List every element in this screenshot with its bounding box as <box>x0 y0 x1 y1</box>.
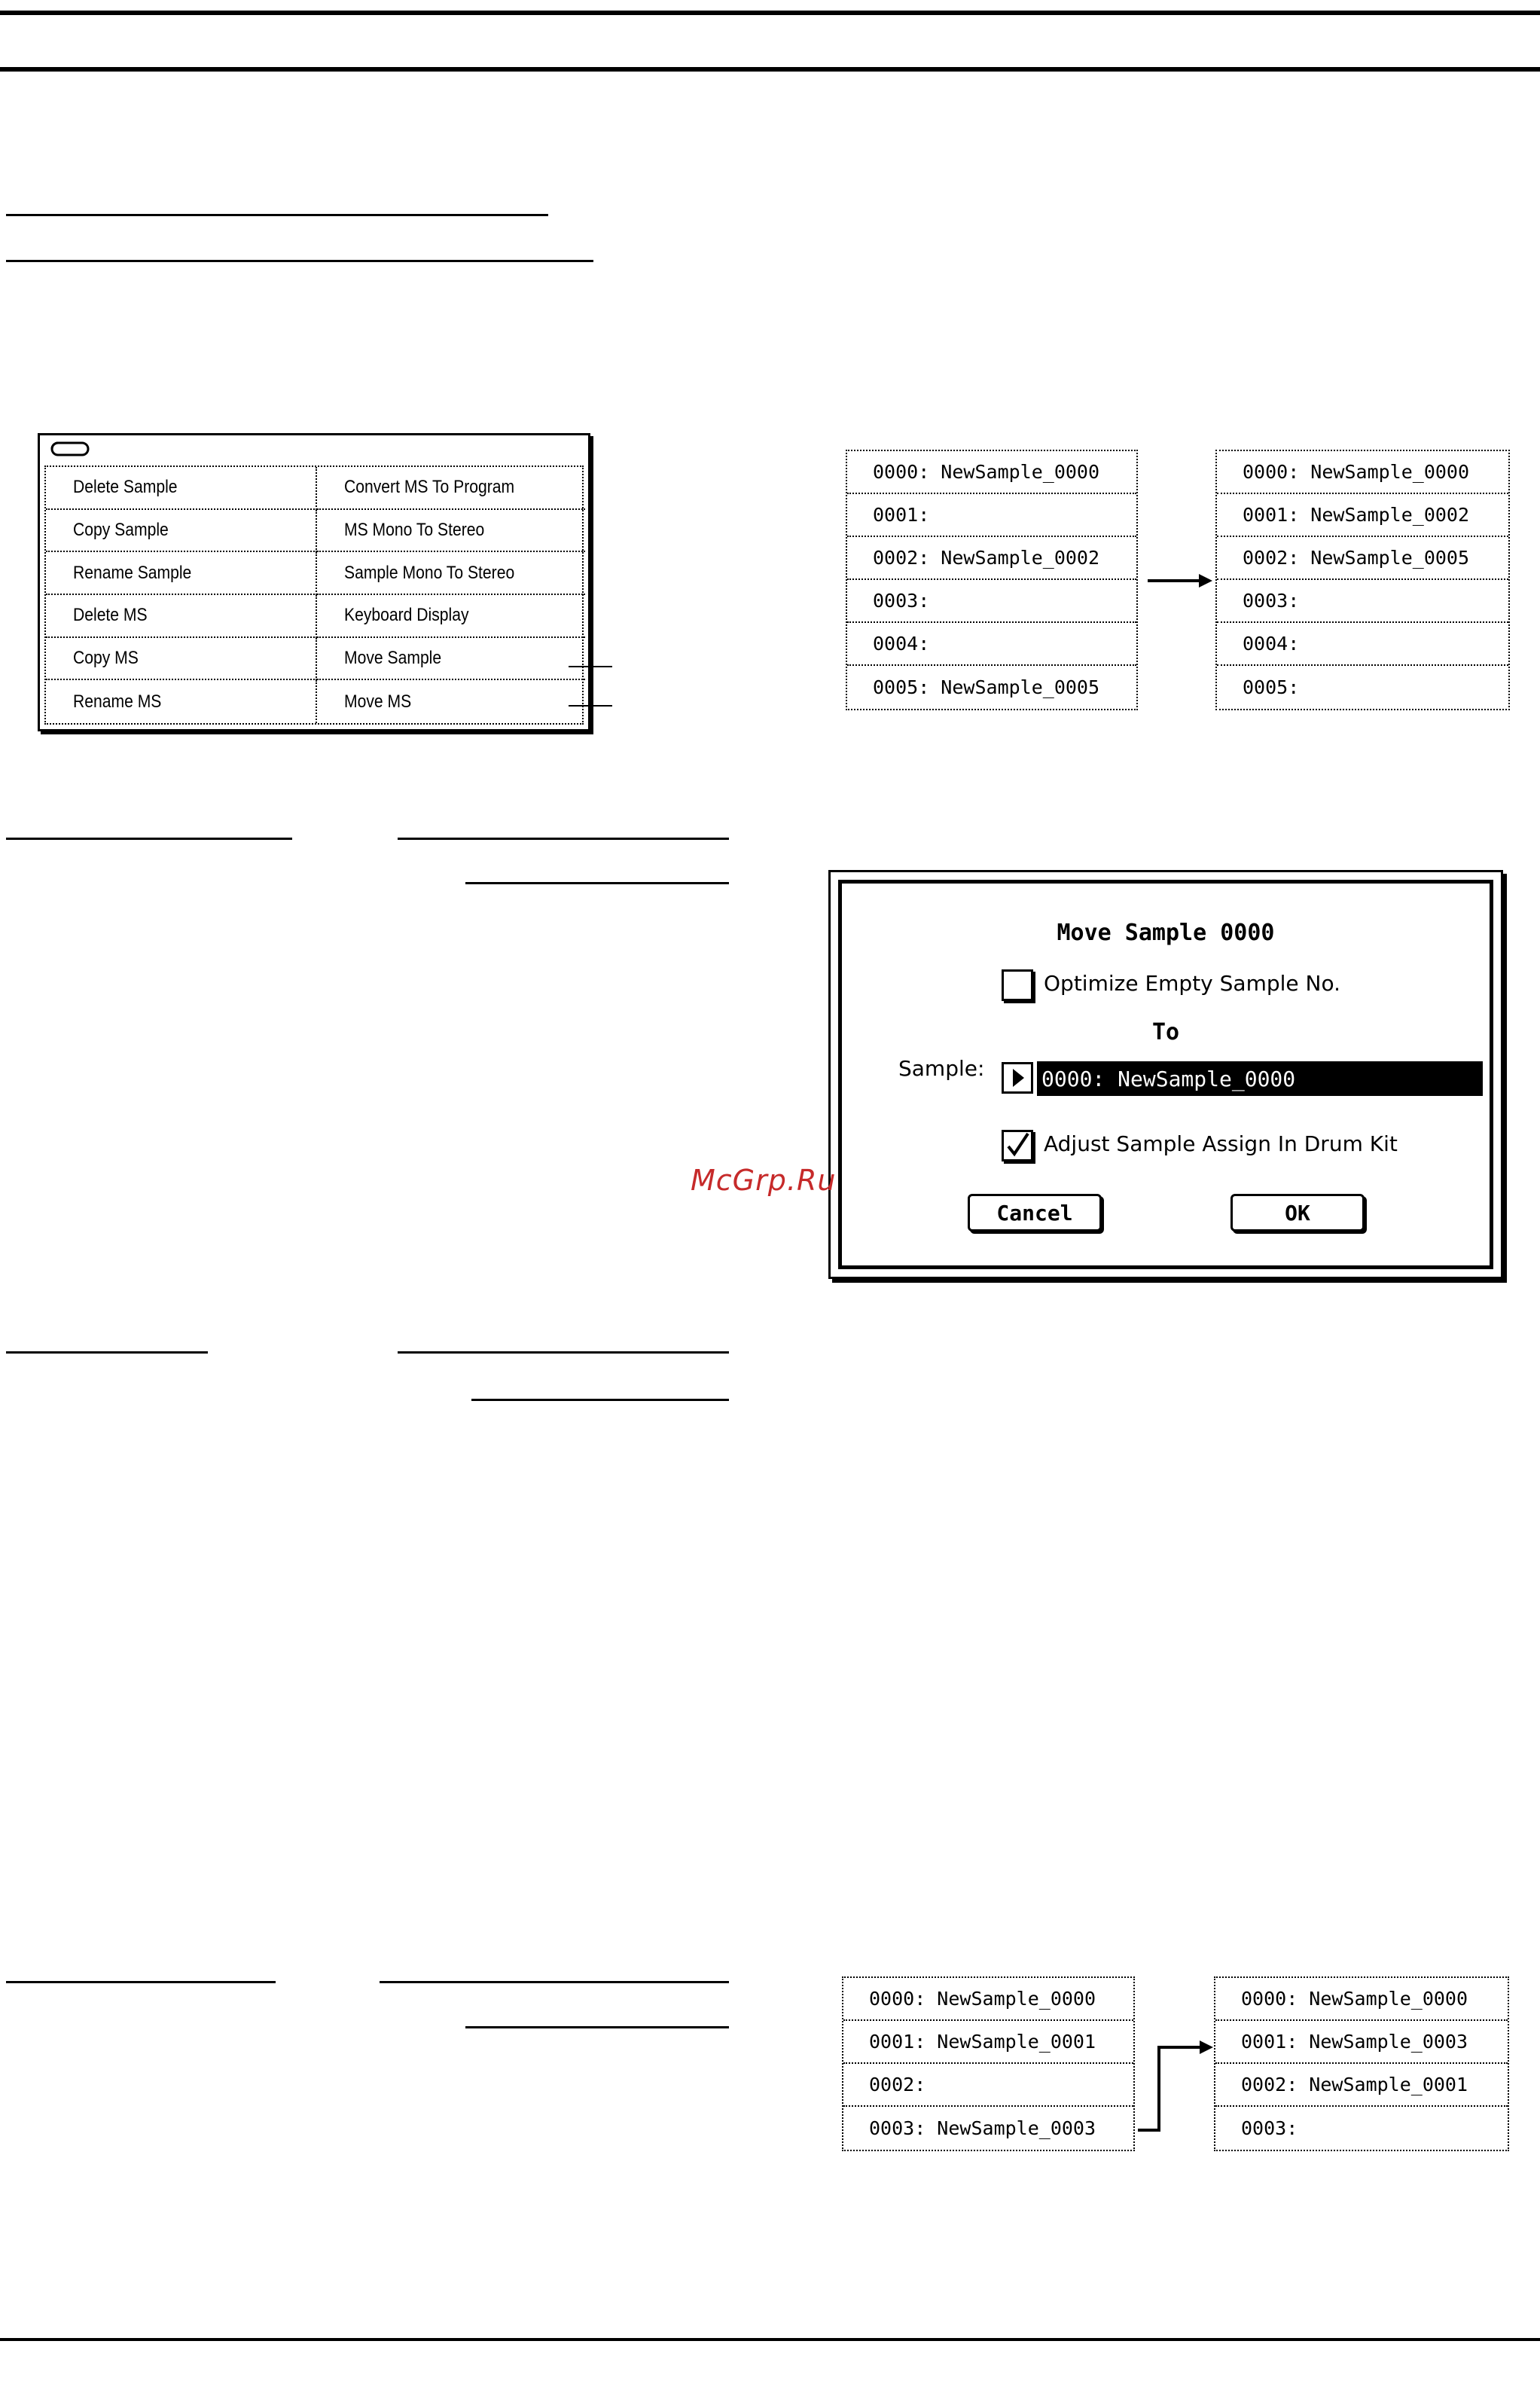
cancel-button[interactable]: Cancel <box>968 1194 1102 1232</box>
sample-list-after-bottom <box>1214 1976 1509 2151</box>
list-item: 0000: NewSample_0000 <box>843 1978 1133 2021</box>
menu-item-convert-ms-to-program[interactable]: Convert MS To Program <box>317 467 585 510</box>
list-item: 0003: <box>1241 2117 1298 2139</box>
text-rule <box>471 1399 729 1401</box>
sample-list-after-top <box>1215 450 1510 710</box>
list-item: 0003: <box>1217 580 1508 623</box>
text-rule <box>398 838 729 840</box>
utility-menu-grid <box>44 465 584 725</box>
list-item: 0001: NewSample_0001 <box>843 2021 1133 2064</box>
list-item: 0002: NewSample_0005 <box>1217 537 1508 580</box>
header-rule-bottom <box>0 67 1540 72</box>
menu-item-rename-ms[interactable]: Rename MS <box>46 680 317 723</box>
list-item: 0003: NewSample_0003 <box>869 2117 1096 2139</box>
menu-item-copy-sample[interactable]: Copy Sample <box>46 510 317 553</box>
list-item: 0003: <box>847 580 1136 623</box>
menu-item-keyboard-display[interactable]: Keyboard Display <box>317 595 585 638</box>
text-rule <box>465 882 729 884</box>
sample-list-before-bottom <box>842 1976 1135 2151</box>
list-item: 0004: <box>1217 623 1508 666</box>
checkmark-icon <box>1004 1132 1031 1159</box>
to-label: To <box>1151 1019 1180 1045</box>
menu-item-ms-mono-to-stereo[interactable]: MS Mono To Stereo <box>317 510 585 553</box>
list-item: 0001: NewSample_0002 <box>1217 494 1508 537</box>
list-item: 0000: NewSample_0000 <box>1217 451 1508 494</box>
adjust-label: Adjust Sample Assign In Drum Kit <box>1044 1131 1398 1156</box>
optimize-label: Optimize Empty Sample No. <box>1044 971 1341 996</box>
adjust-checkbox[interactable] <box>1002 1130 1033 1161</box>
footer-rule <box>0 2338 1540 2341</box>
list-item: 0000: NewSample_0000 <box>1215 1978 1508 2021</box>
triangle-right-icon <box>1004 1064 1031 1091</box>
section-heading-rule-1 <box>6 214 548 216</box>
elbow-arrow-icon <box>1135 2034 1218 2139</box>
text-rule <box>465 2026 729 2028</box>
dialog-title: Move Sample 0000 <box>1057 920 1275 946</box>
list-item: 0004: <box>847 623 1136 666</box>
sample-list-before-top <box>846 450 1138 710</box>
text-rule <box>380 1981 729 1983</box>
utility-tab-icon <box>47 440 91 459</box>
menu-item-move-sample[interactable]: Move Sample <box>317 638 585 681</box>
menu-item-delete-sample[interactable]: Delete Sample <box>46 467 317 510</box>
menu-item-rename-sample[interactable]: Rename Sample <box>46 552 317 595</box>
list-item: 0005: NewSample_0005 <box>873 676 1100 698</box>
optimize-checkbox[interactable] <box>1002 969 1033 1001</box>
list-item: 0001: NewSample_0003 <box>1215 2021 1508 2064</box>
sample-field-label: Sample: <box>898 1056 985 1081</box>
menu-item-delete-ms[interactable]: Delete MS <box>46 595 317 638</box>
header-rule-top <box>0 11 1540 15</box>
menu-item-copy-ms[interactable]: Copy MS <box>46 638 317 681</box>
watermark: McGrp.Ru <box>691 1164 837 1197</box>
callout-line-move-sample <box>569 666 612 667</box>
arrow-right-icon <box>1148 569 1214 592</box>
section-heading-rule-2 <box>6 260 593 262</box>
callout-line-move-ms <box>569 705 612 707</box>
text-rule <box>6 1981 276 1983</box>
sample-value-field[interactable]: 0000: NewSample_0000 <box>1037 1061 1483 1096</box>
sample-select-button[interactable] <box>1002 1062 1033 1094</box>
menu-item-sample-mono-to-stereo[interactable]: Sample Mono To Stereo <box>317 552 585 595</box>
list-item: 0000: NewSample_0000 <box>847 451 1136 494</box>
utility-menu <box>38 433 590 731</box>
text-rule <box>398 1351 729 1354</box>
list-item: 0001: <box>847 494 1136 537</box>
list-item: 0002: <box>843 2064 1133 2107</box>
list-item: 0002: NewSample_0001 <box>1215 2064 1508 2107</box>
list-item: 0005: <box>1243 676 1300 698</box>
ok-button[interactable]: OK <box>1230 1194 1365 1232</box>
menu-item-move-ms[interactable]: Move MS <box>344 691 412 712</box>
text-rule <box>6 838 292 840</box>
text-rule <box>6 1351 208 1354</box>
list-item: 0002: NewSample_0002 <box>847 537 1136 580</box>
